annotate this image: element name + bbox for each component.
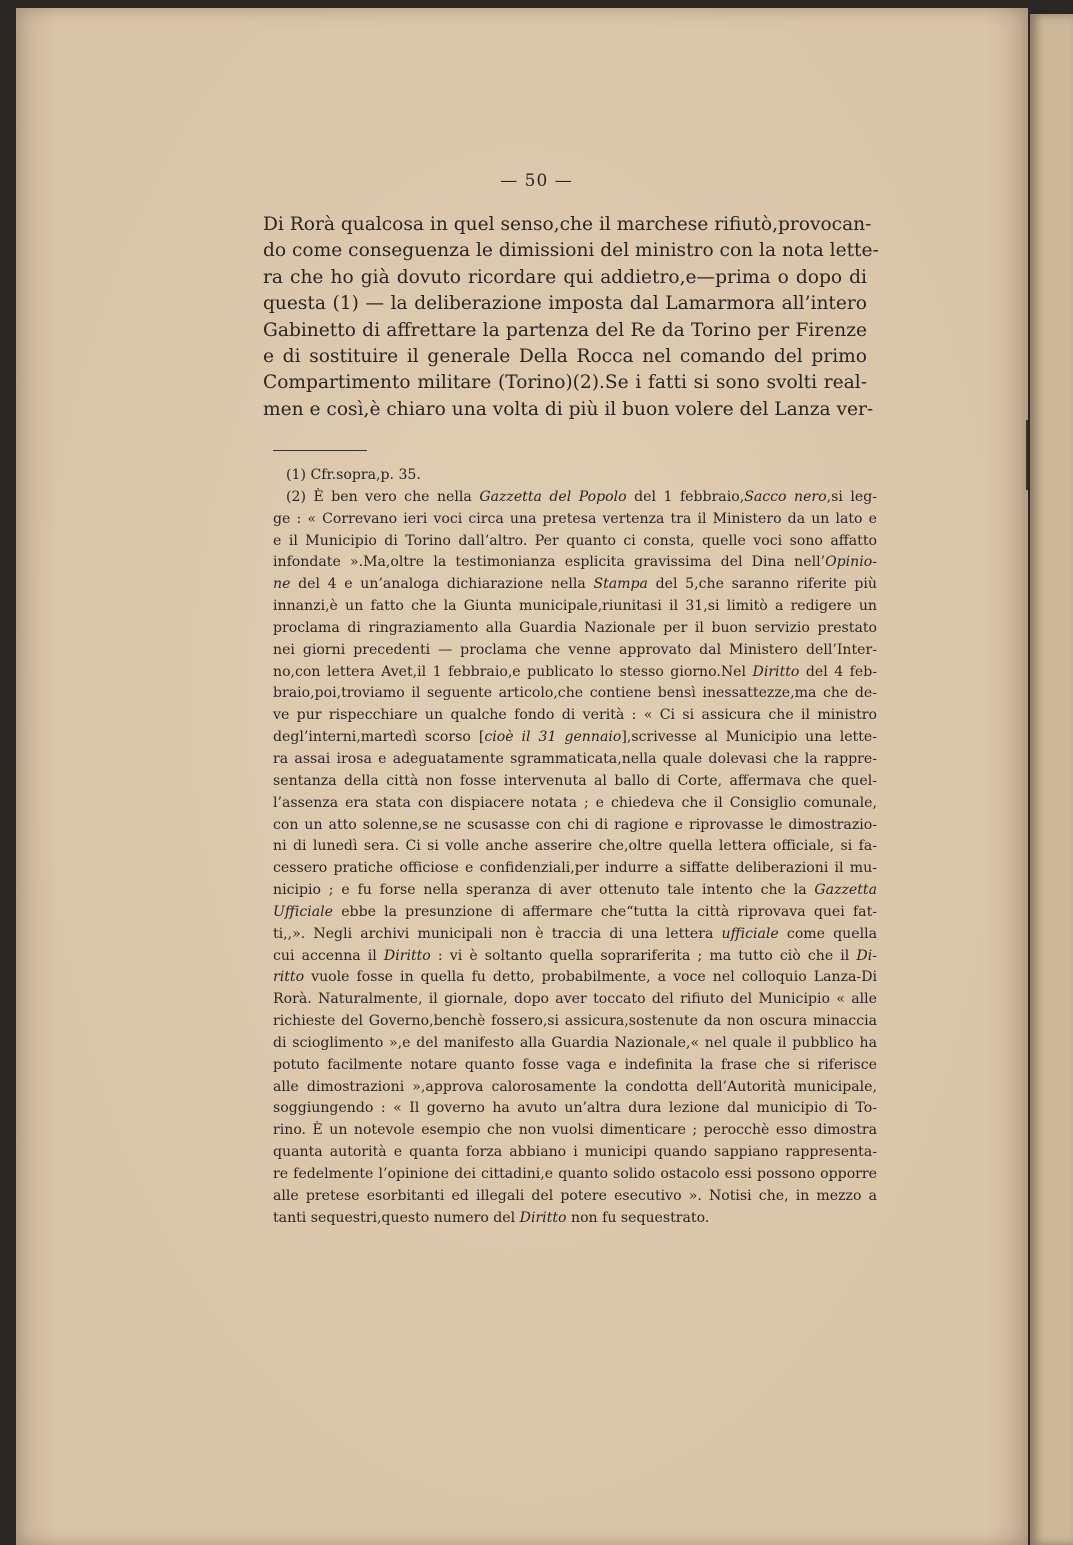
footnote-line: alle dimostrazioni »,approva calorosamente la condotta dell’Autorità municipale, <box>273 1078 877 1095</box>
footnote-line: richieste del Governo,benchè fossero,si assicura,sostenute da non oscura minaccia <box>273 1013 877 1030</box>
footnote-line: e il Municipio di Torino dall’altro. Per quanto ci consta, quelle voci sono affatto <box>273 532 877 549</box>
footnotes <box>273 465 877 1230</box>
italic-title: Diritto <box>519 1209 567 1226</box>
footnote-line: braio,poi,troviamo il seguente articolo,che contiene bensì inessattezze,ma che de- <box>273 685 877 702</box>
footnote-line: degl’interni,martedì scorso [cioè il 31 gennaio],scrivesse al Municipio una lette- <box>273 729 877 746</box>
body-line: Compartimento militare (Torino)(2).Se i fatti si sono svolti real- <box>263 372 867 394</box>
footnote-line: ritto vuole fosse in quella fu detto, probabilmente, a voce nel colloquio Lanza-Di <box>273 969 877 986</box>
footnote-line: infondate ».Ma,oltre la testimonianza esplicita gravissima del Dina nell’Opinio- <box>273 554 877 571</box>
footnote-line: rino. È un notevole esempio che non vuolsi dimenticare ; perocchè esso dimostra <box>273 1122 877 1139</box>
footnote-line: potuto facilmente notare quanto fosse vaga e indefinita la frase che si riferisce <box>273 1056 877 1073</box>
footnote-line: sentanza della città non fosse intervenuta al ballo di Corte, affermava che quel- <box>273 772 877 789</box>
footnote-line: ne del 4 e un’analoga dichiarazione nella Stampa del 5,che saranno riferite più <box>273 576 877 593</box>
body-line: questa (1) — la deliberazione imposta dal Lamarmora all’intero <box>263 293 867 315</box>
footnote-line: (2) È ben vero che nella Gazzetta del Popolo del 1 febbraio,Sacco nero,si leg- <box>286 488 877 505</box>
footnote-line: Ufficiale ebbe la presunzione di affermare che“tutta la città riprovava quei fat- <box>273 903 877 920</box>
footnote-line: innanzi,è un fatto che la Giunta municipale,riunitasi il 31,si limitò a redigere un <box>273 598 877 615</box>
footnote-line: ti,,». Negli archivi municipali non è traccia di una lettera ufficiale come quella <box>273 925 878 942</box>
italic-title: Ufficiale <box>273 903 334 920</box>
body-line: Di Rorà qualcosa in quel senso,che il marchese rifiutò,provocan- <box>263 214 872 235</box>
italic-title: ne <box>273 576 291 593</box>
body-line: Gabinetto di affrettare la partenza del Re da Torino per Firenze <box>263 319 867 341</box>
body-line: do come conseguenza le dimissioni del ministro con la nota lette- <box>263 240 879 262</box>
page-gutter-mark <box>1026 420 1028 490</box>
footnote-line: quanta autorità e quanta forza abbiano i municipi quando sappiano rappresenta- <box>273 1144 877 1161</box>
footnote-line: ve pur rispecchiare un qualche fondo di verità : « Ci si assicura che il ministro <box>273 707 877 724</box>
italic-title: Diritto <box>383 947 431 964</box>
footnote-line: no,con lettera Avet,il 1 febbraio,e publicato lo stesso giorno.Nel Diritto del 4 feb- <box>273 663 877 680</box>
italic-title: Di- <box>856 947 877 964</box>
italic-title: Opinio- <box>825 554 877 571</box>
main-body-text <box>263 212 879 423</box>
footnote-1: (1) Cfr.sopra,p. 35. <box>286 467 421 483</box>
footnote-line: soggiungendo : « Il governo ha avuto un’altra dura lezione dal municipio di To- <box>273 1100 877 1117</box>
footnote-line: re fedelmente l’opinione dei cittadini,e quanto solido ostacolo essi possono opporre <box>273 1166 877 1182</box>
footnote-line: tanti sequestri,questo numero del Diritto non fu sequestrato. <box>273 1209 710 1226</box>
footnote-line: ni di lunedì sera. Ci si volle anche asserire che,oltre quella lettera officiale, si fa- <box>273 838 877 855</box>
footnote-line: nei giorni precedenti — proclama che venne approvato dal Ministero dell’Inter- <box>273 641 877 658</box>
footnote-line: l’assenza era stata con dispiacere notata ; e chiedeva che il Consiglio comunale, <box>273 794 877 811</box>
italic-title: Stampa <box>593 576 648 593</box>
footnote-line: alle pretese esorbitanti ed illegali del potere esecutivo ». Notisi che, in mezzo a <box>273 1187 877 1204</box>
footnote-line: di scioglimento »,e del manifesto alla Guardia Nazionale,« nel quale il pubblico ha <box>273 1034 877 1051</box>
italic-title: Diritto <box>752 663 800 680</box>
footnote-2 <box>273 487 877 1230</box>
footnote-line: ge : « Correvano ieri voci circa una pretesa vertenza tra il Ministero da un lato e <box>273 510 877 527</box>
footnote-line: cui accenna il Diritto : vi è soltanto quella soprariferita ; ma tutto ciò che il Di- <box>273 947 877 964</box>
footnote-line: cessero pratiche officiose e confidenziali,per indurre a siffatte deliberazioni il mu- <box>273 860 877 877</box>
italic-title: ritto <box>273 969 305 986</box>
footnote-line: con un atto solenne,se ne scusasse con chi di ragione e riprovasse le dimostrazio- <box>273 816 877 833</box>
italic-title: Gazzetta <box>814 882 877 899</box>
footnote-line: Rorà. Naturalmente, il giornale, dopo aver toccato del rifiuto del Municipio « alle <box>273 991 877 1008</box>
body-line: e di sostituire il generale Della Rocca nel comando del primo <box>263 346 867 368</box>
footnote-line: proclama di ringraziamento alla Guardia Nazionale per il buon servizio prestato <box>273 619 877 636</box>
italic-title: ufficiale <box>721 925 779 942</box>
italic-title: Gazzetta del Popolo <box>479 488 627 505</box>
body-line: ra che ho già dovuto ricordare qui addietro,e—prima o dopo di <box>263 266 867 288</box>
footnote-line: ra assai irosa e adeguatamente sgrammaticata,nella quale dolevasi che la rappre- <box>273 750 877 767</box>
page-number: — 50 — <box>500 171 573 191</box>
italic-title: Sacco nero <box>744 488 827 505</box>
footnote-divider <box>273 450 367 451</box>
adjacent-page-edge <box>1030 14 1073 1545</box>
footnote-line: nicipio ; e fu forse nella speranza di aver ottenuto tale intento che la Gazzetta <box>273 882 877 899</box>
body-line: men e così,è chiaro una volta di più il buon volere del Lanza ver- <box>263 398 874 420</box>
italic-title: cioè il 31 gennaio <box>484 729 622 746</box>
